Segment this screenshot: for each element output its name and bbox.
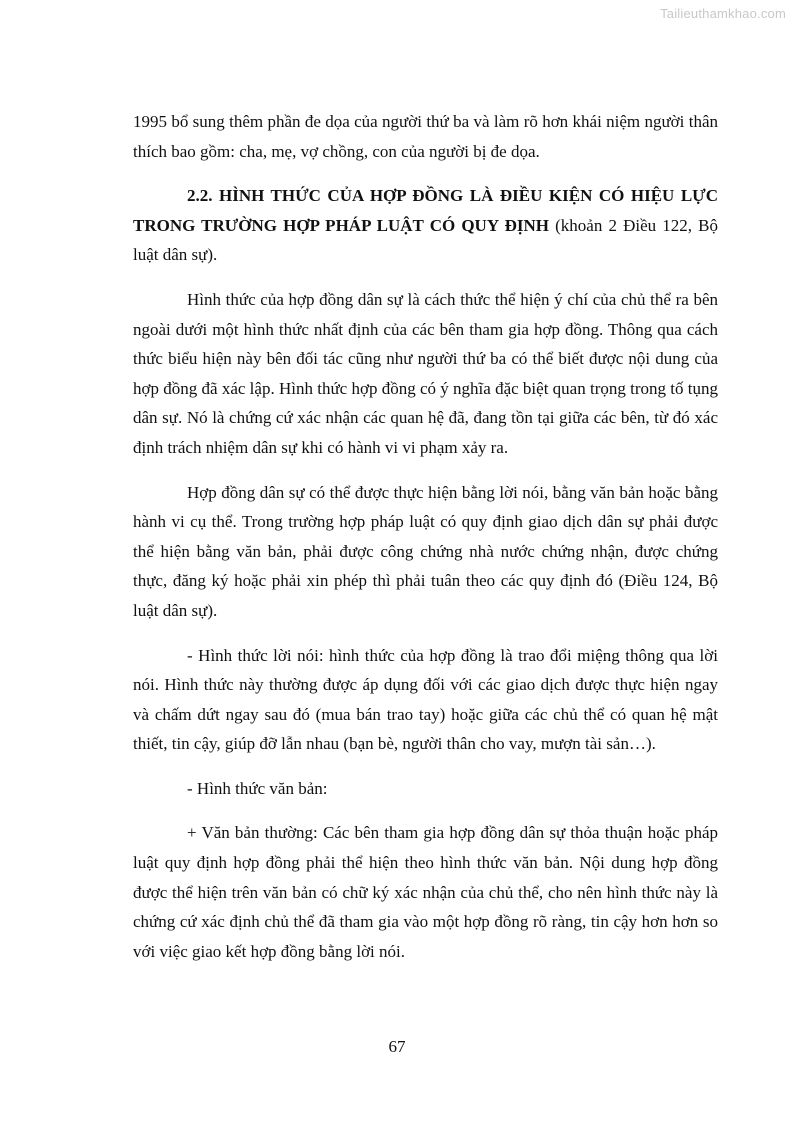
paragraph: + Văn bản thường: Các bên tham gia hợp đồng dân sự thỏa thuận hoặc pháp luật quy định hợp đồng phải thể hiện theo hình thức văn bản. Nội dung hợp đồng được thể hiện trên văn bản có chữ ký xác nhận của chủ thể, cho nên hình thức này là chứng cứ xác định chủ thể đã tham gia vào một hợp đồng rõ ràng, tin cậy hơn hơn so với việc giao kết hợp đồng bằng lời nói. (133, 823, 718, 961)
watermark: Tailieuthamkhao.com (660, 6, 786, 21)
section-heading (133, 181, 718, 270)
paragraph: - Hình thức lời nói: hình thức của hợp đồng là trao đổi miệng thông qua lời nói. Hình thức này thường được áp dụng đối với các giao dịch được thực hiện ngay và chấm dứt ngay sau đó (mua bán trao tay) hoặc giữa các chủ thể có quan hệ mật thiết, tin cậy, giúp đỡ lẫn nhau (bạn bè, người thân cho vay, mượn tài sản…). (133, 645, 718, 754)
page-number: 67 (388, 1037, 406, 1056)
section-heading-reference: (khoản 2 Điều 122, Bộ luật dân sự). (133, 215, 718, 265)
document-body (133, 107, 718, 981)
paragraph: Hình thức của hợp đồng dân sự là cách thức thể hiện ý chí của chủ thể ra bên ngoài dưới một hình thức nhất định của các bên tham gia hợp đồng. Thông qua cách thức biểu hiện này bên đối tác cũng như người thứ ba có thể biết được nội dung của hợp đồng đã xác lập. Hình thức hợp đồng có ý nghĩa đặc biệt quan trọng trong tố tụng dân sự. Nó là chứng cứ xác nhận các quan hệ đã, đang tồn tại giữa các bên, từ đó xác định trách nhiệm dân sự khi có hành vi vi phạm xảy ra. (133, 289, 718, 457)
section-heading-title: 2.2. HÌNH THỨC CỦA HỢP ĐỒNG LÀ ĐIỀU KIỆN CÓ HIỆU LỰC TRONG TRƯỜNG HỢP PHÁP LUẬT CÓ QUY ĐỊNH (133, 186, 718, 235)
paragraph: 1995 bổ sung thêm phần đe dọa của người thứ ba và làm rõ hơn khái niệm người thân thích bao gồm: cha, mẹ, vợ chồng, con của người bị đe dọa. (133, 112, 718, 161)
paragraph: Hợp đồng dân sự có thể được thực hiện bằng lời nói, bằng văn bản hoặc bằng hành vi cụ thể. Trong trường hợp pháp luật có quy định giao dịch dân sự phải được thể hiện bằng văn bản, phải được công chứng nhà nước chứng nhận, được chứng thực, đăng ký hoặc phải xin phép thì phải tuân theo các quy định đó (Điều 124, Bộ luật dân sự). (133, 482, 718, 620)
paragraph: - Hình thức văn bản: (187, 778, 328, 798)
